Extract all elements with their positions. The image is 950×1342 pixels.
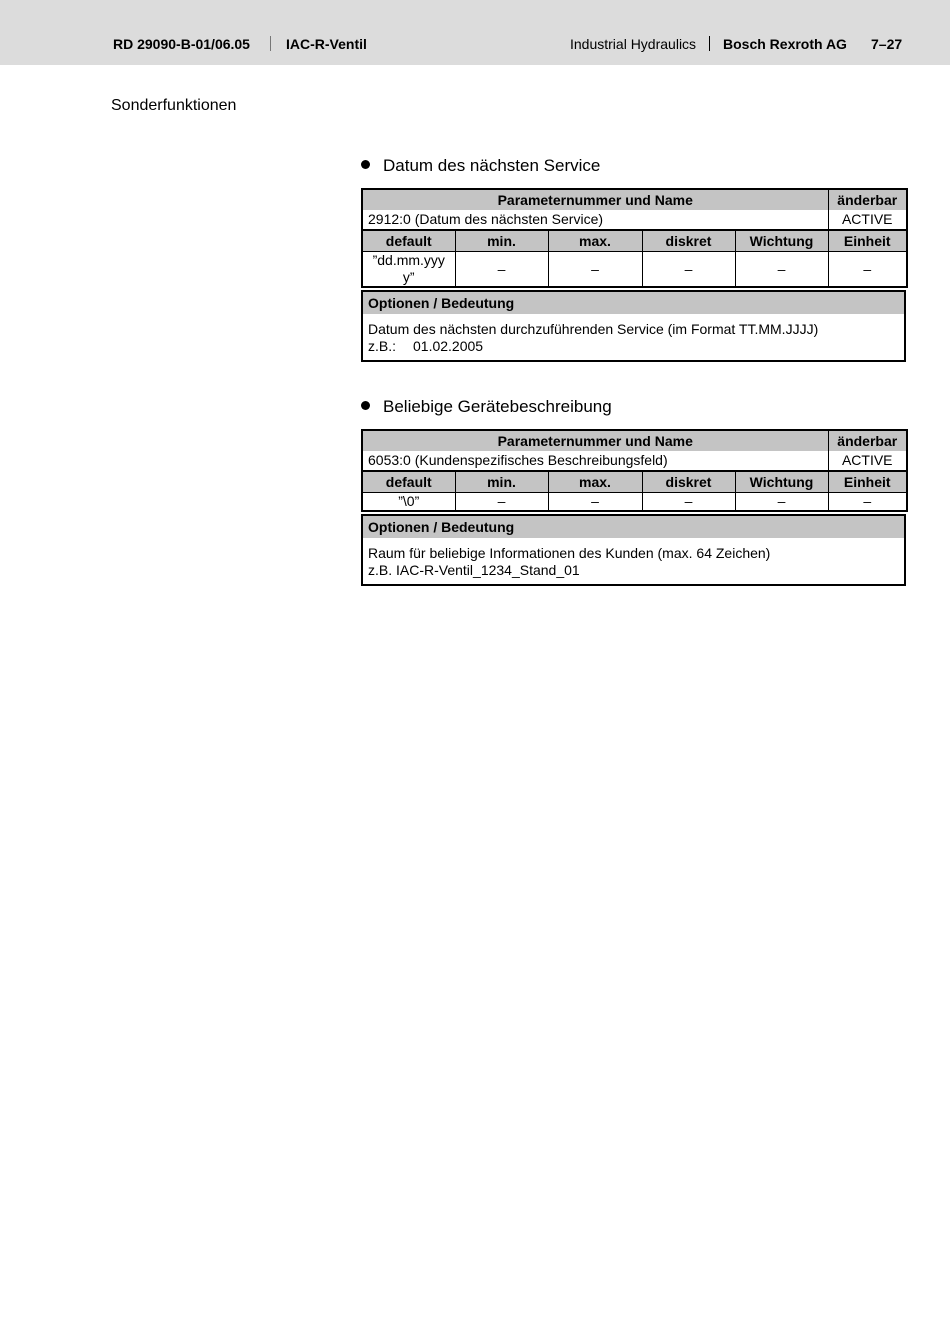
col-default-header: default: [362, 471, 455, 493]
param-name-header: Parameternummer und Name: [362, 189, 828, 210]
col-max-header: max.: [548, 471, 642, 493]
value-diskret: –: [642, 493, 735, 512]
option-description: Raum für beliebige Informationen des Kunden (max. 64 Zeichen): [368, 545, 771, 561]
value-diskret: –: [642, 252, 735, 288]
options-header: Optionen / Bedeutung: [362, 291, 905, 314]
param-name: 6053:0 (Kundenspezifisches Beschreibungsfeld): [362, 451, 828, 471]
value-wichtung: –: [735, 493, 828, 512]
changeable-value: ACTIVE: [841, 211, 893, 227]
option-example: z.B. IAC-R-Ventil_1234_Stand_01: [368, 562, 580, 578]
col-max-header: max.: [548, 230, 642, 252]
changeable-header: änderbar: [828, 430, 907, 451]
options-table: [361, 290, 906, 362]
product-name: IAC-R-Ventil: [286, 36, 367, 52]
col-min-header: min.: [455, 230, 548, 252]
value-max: –: [548, 252, 642, 288]
section-title: Sonderfunktionen: [111, 97, 237, 114]
header-divider: [709, 36, 710, 51]
col-einheit-header: Einheit: [828, 230, 907, 252]
value-min: –: [455, 493, 548, 512]
example-label: z.B.:: [368, 338, 397, 354]
parameter-table: [361, 429, 908, 512]
col-einheit-header: Einheit: [828, 471, 907, 493]
param-heading-text: Datum des nächsten Service: [383, 156, 601, 175]
col-default-header: default: [362, 230, 455, 252]
example-value: 01.02.2005: [413, 338, 484, 354]
col-min-header: min.: [455, 471, 548, 493]
col-wichtung-header: Wichtung: [735, 471, 828, 493]
col-wichtung-header: Wichtung: [735, 230, 828, 252]
value-min: –: [455, 252, 548, 288]
options-body: [362, 314, 905, 361]
param-heading-text: Beliebige Gerätebeschreibung: [383, 397, 612, 416]
division-name: Industrial Hydraulics: [570, 36, 697, 52]
value-einheit: –: [828, 493, 907, 512]
value-default: ”dd.mm.yyyy”: [362, 252, 455, 288]
options-table: [361, 514, 906, 586]
col-diskret-header: diskret: [642, 471, 735, 493]
value-einheit: –: [828, 252, 907, 288]
bullet-icon: [361, 401, 370, 410]
value-default: ”\0”: [362, 493, 455, 512]
option-description: Datum des nächsten durchzuführenden Service (im Format TT.MM.JJJJ): [368, 321, 819, 337]
param-name-header: Parameternummer und Name: [362, 430, 828, 451]
option-example: [368, 338, 899, 355]
bullet-icon: [361, 160, 370, 169]
value-max: –: [548, 493, 642, 512]
company-name: Bosch Rexroth AG: [723, 36, 847, 52]
page-header: [0, 0, 950, 65]
doc-number: RD 29090-B-01/06.05: [113, 36, 250, 52]
changeable-header: änderbar: [828, 189, 907, 210]
col-diskret-header: diskret: [642, 230, 735, 252]
parameter-table: [361, 188, 908, 288]
param-heading: [361, 397, 612, 417]
changeable-value: ACTIVE: [841, 452, 893, 468]
options-header: Optionen / Bedeutung: [362, 515, 905, 538]
page-number: 7–27: [871, 36, 903, 52]
options-body: [362, 538, 905, 585]
value-wichtung: –: [735, 252, 828, 288]
param-heading: [361, 156, 600, 176]
param-name: 2912:0 (Datum des nächsten Service): [362, 210, 828, 230]
header-divider: [270, 36, 271, 51]
